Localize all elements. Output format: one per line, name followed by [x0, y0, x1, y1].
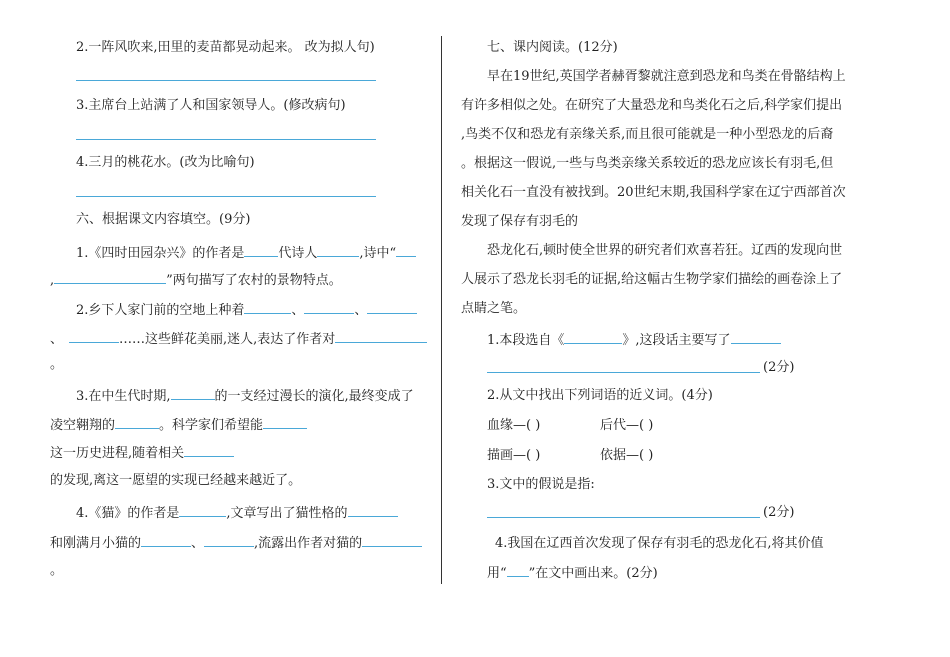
blank[interactable] [244, 301, 291, 314]
blank[interactable] [348, 504, 398, 517]
reading-q4-line-2: 用“ ”在文中画出来。(2分) [487, 566, 658, 581]
reading-q1-score: (2分) [763, 360, 795, 375]
question-2-text: 2.一阵风吹来,田里的麦苗都晃动起来。 改为拟人句) [76, 40, 375, 55]
section-7-title: 七、课内阅读。(12分) [487, 40, 618, 55]
blank[interactable] [54, 271, 166, 284]
passage-line-3: ,鸟类不仅和恐龙有亲缘关系,而且很可能就是一种小型恐龙的后裔 [461, 127, 834, 142]
section-6-title: 六、根据课文内容填空。(9分) [76, 212, 251, 227]
s6-item-2-line-2: 、 ……这些鲜花美丽,迷人,表达了作者对 [50, 330, 427, 348]
blank[interactable] [396, 244, 416, 257]
s6-item-4-line-3: 。 [50, 563, 64, 578]
s6-item-1-line-2: , ”两句描写了农村的景物特点。 [50, 273, 342, 288]
answer-line-q2[interactable] [76, 80, 376, 81]
reading-q3-score: (2分) [763, 505, 795, 520]
passage-line-7: 恐龙化石,顿时使全世界的研究者们欢喜若狂。辽西的发现向世 [487, 243, 843, 258]
blank[interactable] [179, 504, 226, 517]
answer-line-r1[interactable] [487, 372, 760, 373]
passage-line-4: 。根据这一假说,一些与鸟类亲缘关系较近的恐龙应该长有羽毛,但 [461, 156, 834, 171]
s6-item-3-line-3: 这一历史进程,随着相关 [50, 444, 234, 462]
blank[interactable] [141, 534, 191, 547]
passage-line-9: 点睛之笔。 [461, 301, 527, 316]
blank[interactable] [263, 416, 307, 429]
reading-q1: 1.本段选自《 》,这段话主要写了 [487, 331, 781, 349]
question-4-text: 4.三月的桃花水。(改为比喻句) [76, 155, 255, 170]
blank[interactable] [317, 244, 359, 257]
blank[interactable] [367, 301, 417, 314]
s6-item-3-line-1: 3.在中生代时期, 的一支经过漫长的演化,最终变成了 [76, 389, 414, 404]
blank[interactable] [115, 416, 159, 429]
passage-line-1: 早在19世纪,英国学者赫胥黎就注意到恐龙和鸟类在骨骼结构上 [487, 69, 846, 84]
blank[interactable] [204, 534, 254, 547]
answer-line-q3[interactable] [76, 139, 376, 140]
reading-q4-line-1: 4.我国在辽西首次发现了保存有羽毛的恐龙化石,将其价值 [495, 536, 824, 551]
blank[interactable] [362, 534, 422, 547]
answer-line-r3[interactable] [487, 517, 760, 518]
s6-item-4-line-2: 和刚满月小猫的 、 ,流露出作者对猫的 [50, 534, 422, 552]
blank[interactable] [335, 330, 427, 343]
question-3-text: 3.主席台上站满了人和国家领导人。(修改病句) [76, 98, 346, 113]
s6-item-3-line-4: 的发现,离这一愿望的实现已经越来越近了。 [50, 473, 302, 488]
synonym-2[interactable]: 后代—( ) [600, 418, 654, 433]
reading-q3: 3.文中的假说是指: [487, 477, 595, 492]
passage-line-8: 人展示了恐龙长羽毛的证据,给这幅古生物学家们描绘的画卷涂上了 [461, 272, 843, 287]
blank[interactable] [304, 301, 354, 314]
blank[interactable] [564, 331, 622, 344]
s6-item-1-line-1: 1.《四时田园杂兴》的作者是 代诗人 ,诗中“ [76, 244, 416, 262]
passage-line-2: 有许多相似之处。在研究了大量恐龙和鸟类化石之后,科学家们提出 [461, 98, 843, 113]
reading-q2: 2.从文中找出下列词语的近义词。(4分) [487, 388, 713, 403]
synonym-1[interactable]: 血缘—( ) [487, 418, 541, 433]
s6-item-3-line-2: 凌空翱翔的 。科学家们希望能 [50, 416, 307, 434]
column-divider [441, 36, 442, 584]
blank[interactable] [244, 244, 278, 257]
synonym-4[interactable]: 依据—( ) [600, 448, 654, 463]
s6-item-4-line-1: 4.《猫》的作者是 ,文章写出了猫性格的 [76, 504, 398, 522]
blank[interactable] [69, 330, 119, 343]
s6-item-2-line-3: 。 [50, 357, 64, 372]
blank[interactable] [731, 331, 781, 344]
answer-line-q4[interactable] [76, 196, 376, 197]
blank[interactable] [507, 564, 529, 577]
blank[interactable] [184, 444, 234, 457]
passage-line-5: 相关化石一直没有被找到。20世纪末期,我国科学家在辽宁西部首次 [461, 185, 846, 200]
s6-item-2-line-1: 2.乡下人家门前的空地上种着 、 、 [76, 301, 417, 319]
passage-line-6: 发现了保存有羽毛的 [461, 214, 579, 229]
blank[interactable] [171, 387, 215, 400]
synonym-3[interactable]: 描画—( ) [487, 448, 541, 463]
